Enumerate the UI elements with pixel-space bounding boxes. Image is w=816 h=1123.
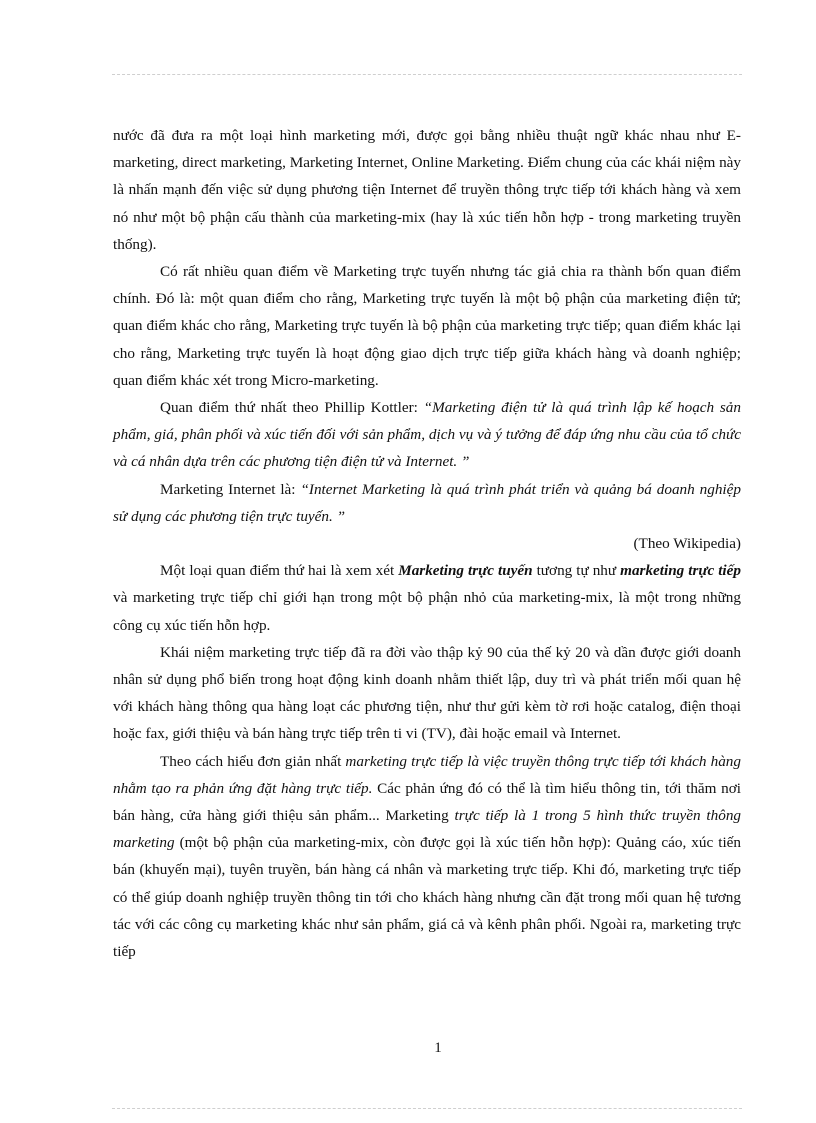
- paragraph-text: (một bộ phận của marketing-mix, còn được gọi là xúc tiến hỗn hợp): Quảng cáo, xúc tiến bán (khuyến mại), tuyên truyền, bán hàng cá nhân và marketing trực tiếp. Khi đó, marketing trực tiếp có thể giúp doanh nghiệp truyền thông tin tới cho khách hàng nhưng cần đặt trong mối quan hệ tương tác với các công cụ marketing khác như sản phẩm, giá cả và kênh phân phối. Ngoài ra, marketing trực tiếp: [113, 834, 741, 961]
- paragraph-text: và marketing trực tiếp chỉ giới hạn trong một bộ phận nhỏ của marketing-mix, là một trong những công cụ xúc tiến hỗn hợp.: [113, 589, 741, 634]
- paragraph-text: Có rất nhiều quan điểm về Marketing trực tuyến nhưng tác giả chia ra thành bốn quan điểm chính. Đó là: một quan điểm cho rằng, Marketing trực tuyến là một bộ phận của marketing điện tử; quan điểm khác cho rằng, Marketing trực tuyến là bộ phận của marketing trực tiếp; quan điểm khác lại cho rằng, Marketing trực tuyến là hoạt động giao dịch trực tiếp giữa khách hàng và doanh nghiệp; quan điểm khác xét trong Micro-marketing.: [113, 263, 741, 389]
- paragraph-text: Marketing Internet là:: [160, 480, 301, 498]
- italic-definition: marketing trực tiếp là việc truyền thông trực tiếp tới khách hàng nhằm tạo ra phản ứng đặt hàng trực tiếp.: [113, 752, 741, 797]
- paragraph-text: tương tự như: [532, 562, 621, 580]
- paragraph: [113, 557, 741, 639]
- internet-marketing-quote: “Internet Marketing là quá trình phát triển và quảng bá doanh nghiệp sử dụng các phương tiện trực tuyến. ”: [113, 480, 741, 525]
- paragraph-text: Khái niệm marketing trực tiếp đã ra đời vào thập kỷ 90 của thế kỷ 20 và dần được giới doanh nhân sử dụng phổ biến trong hoạt động kinh doanh nhằm thiết lập, duy trì và phát triển mối quan hệ với khách hàng thông qua hàng loạt các phương tiện, như thư gửi kèm tờ rơi hoặc catalog, điện thoại hoặc fax, giới thiệu và bán hàng trực tiếp trên ti vi (TV), đài hoặc email và Internet.: [113, 643, 741, 743]
- paragraph-text: Theo cách hiểu đơn giản nhất: [160, 752, 346, 770]
- document-body: [113, 122, 741, 965]
- paragraph: [113, 394, 741, 476]
- paragraph: [113, 122, 741, 258]
- citation: [113, 530, 741, 557]
- paragraph-text: Quan điểm thứ nhất theo Phillip Kottler:: [160, 399, 424, 417]
- page-number: 1: [434, 1040, 442, 1056]
- paragraph-text: Một loại quan điểm thứ hai là xem xét: [160, 562, 399, 580]
- emphasis-term: marketing trực tiếp: [620, 562, 741, 580]
- paragraph-text: Các phản ứng đó có thể là tìm hiểu thông tin, tới thăm nơi bán hàng, cửa hàng giới thiệu sản phẩm... Marketing: [113, 779, 742, 825]
- paragraph-text: nước đã đưa ra một loại hình marketing mới, được gọi bằng nhiều thuật ngữ khác nhau như E-marketing, direct marketing, Marketing Internet, Online Marketing. Điểm chung của các khái niệm này là nhấn mạnh đến việc sử dụng phương tiện Internet để truyền thông trực tiếp tới khách hàng và xem nó như một bộ phận cấu thành của marketing-mix (hay là xúc tiến hỗn hợp - trong marketing truyền thống).: [113, 127, 741, 253]
- paragraph: [113, 476, 741, 530]
- paragraph: [113, 639, 741, 748]
- paragraph: [113, 748, 741, 966]
- citation-text: (Theo Wikipedia): [633, 535, 741, 553]
- kotler-quote: “Marketing điện tử là quá trình lập kế hoạch sản phẩm, giá, phân phối và xúc tiến đối với sản phẩm, dịch vụ và ý tưởng để đáp ứng nhu cầu của tổ chức và cá nhân dựa trên các phương tiện điện tử và Internet. ”: [113, 399, 741, 471]
- page-bottom-rule: [112, 1108, 742, 1109]
- page-top-rule: [112, 74, 742, 75]
- emphasis-term: Marketing trực tuyến: [398, 562, 533, 580]
- paragraph: [113, 258, 741, 394]
- italic-definition: trực tiếp là 1 trong 5 hình thức truyền thông marketing: [113, 807, 742, 852]
